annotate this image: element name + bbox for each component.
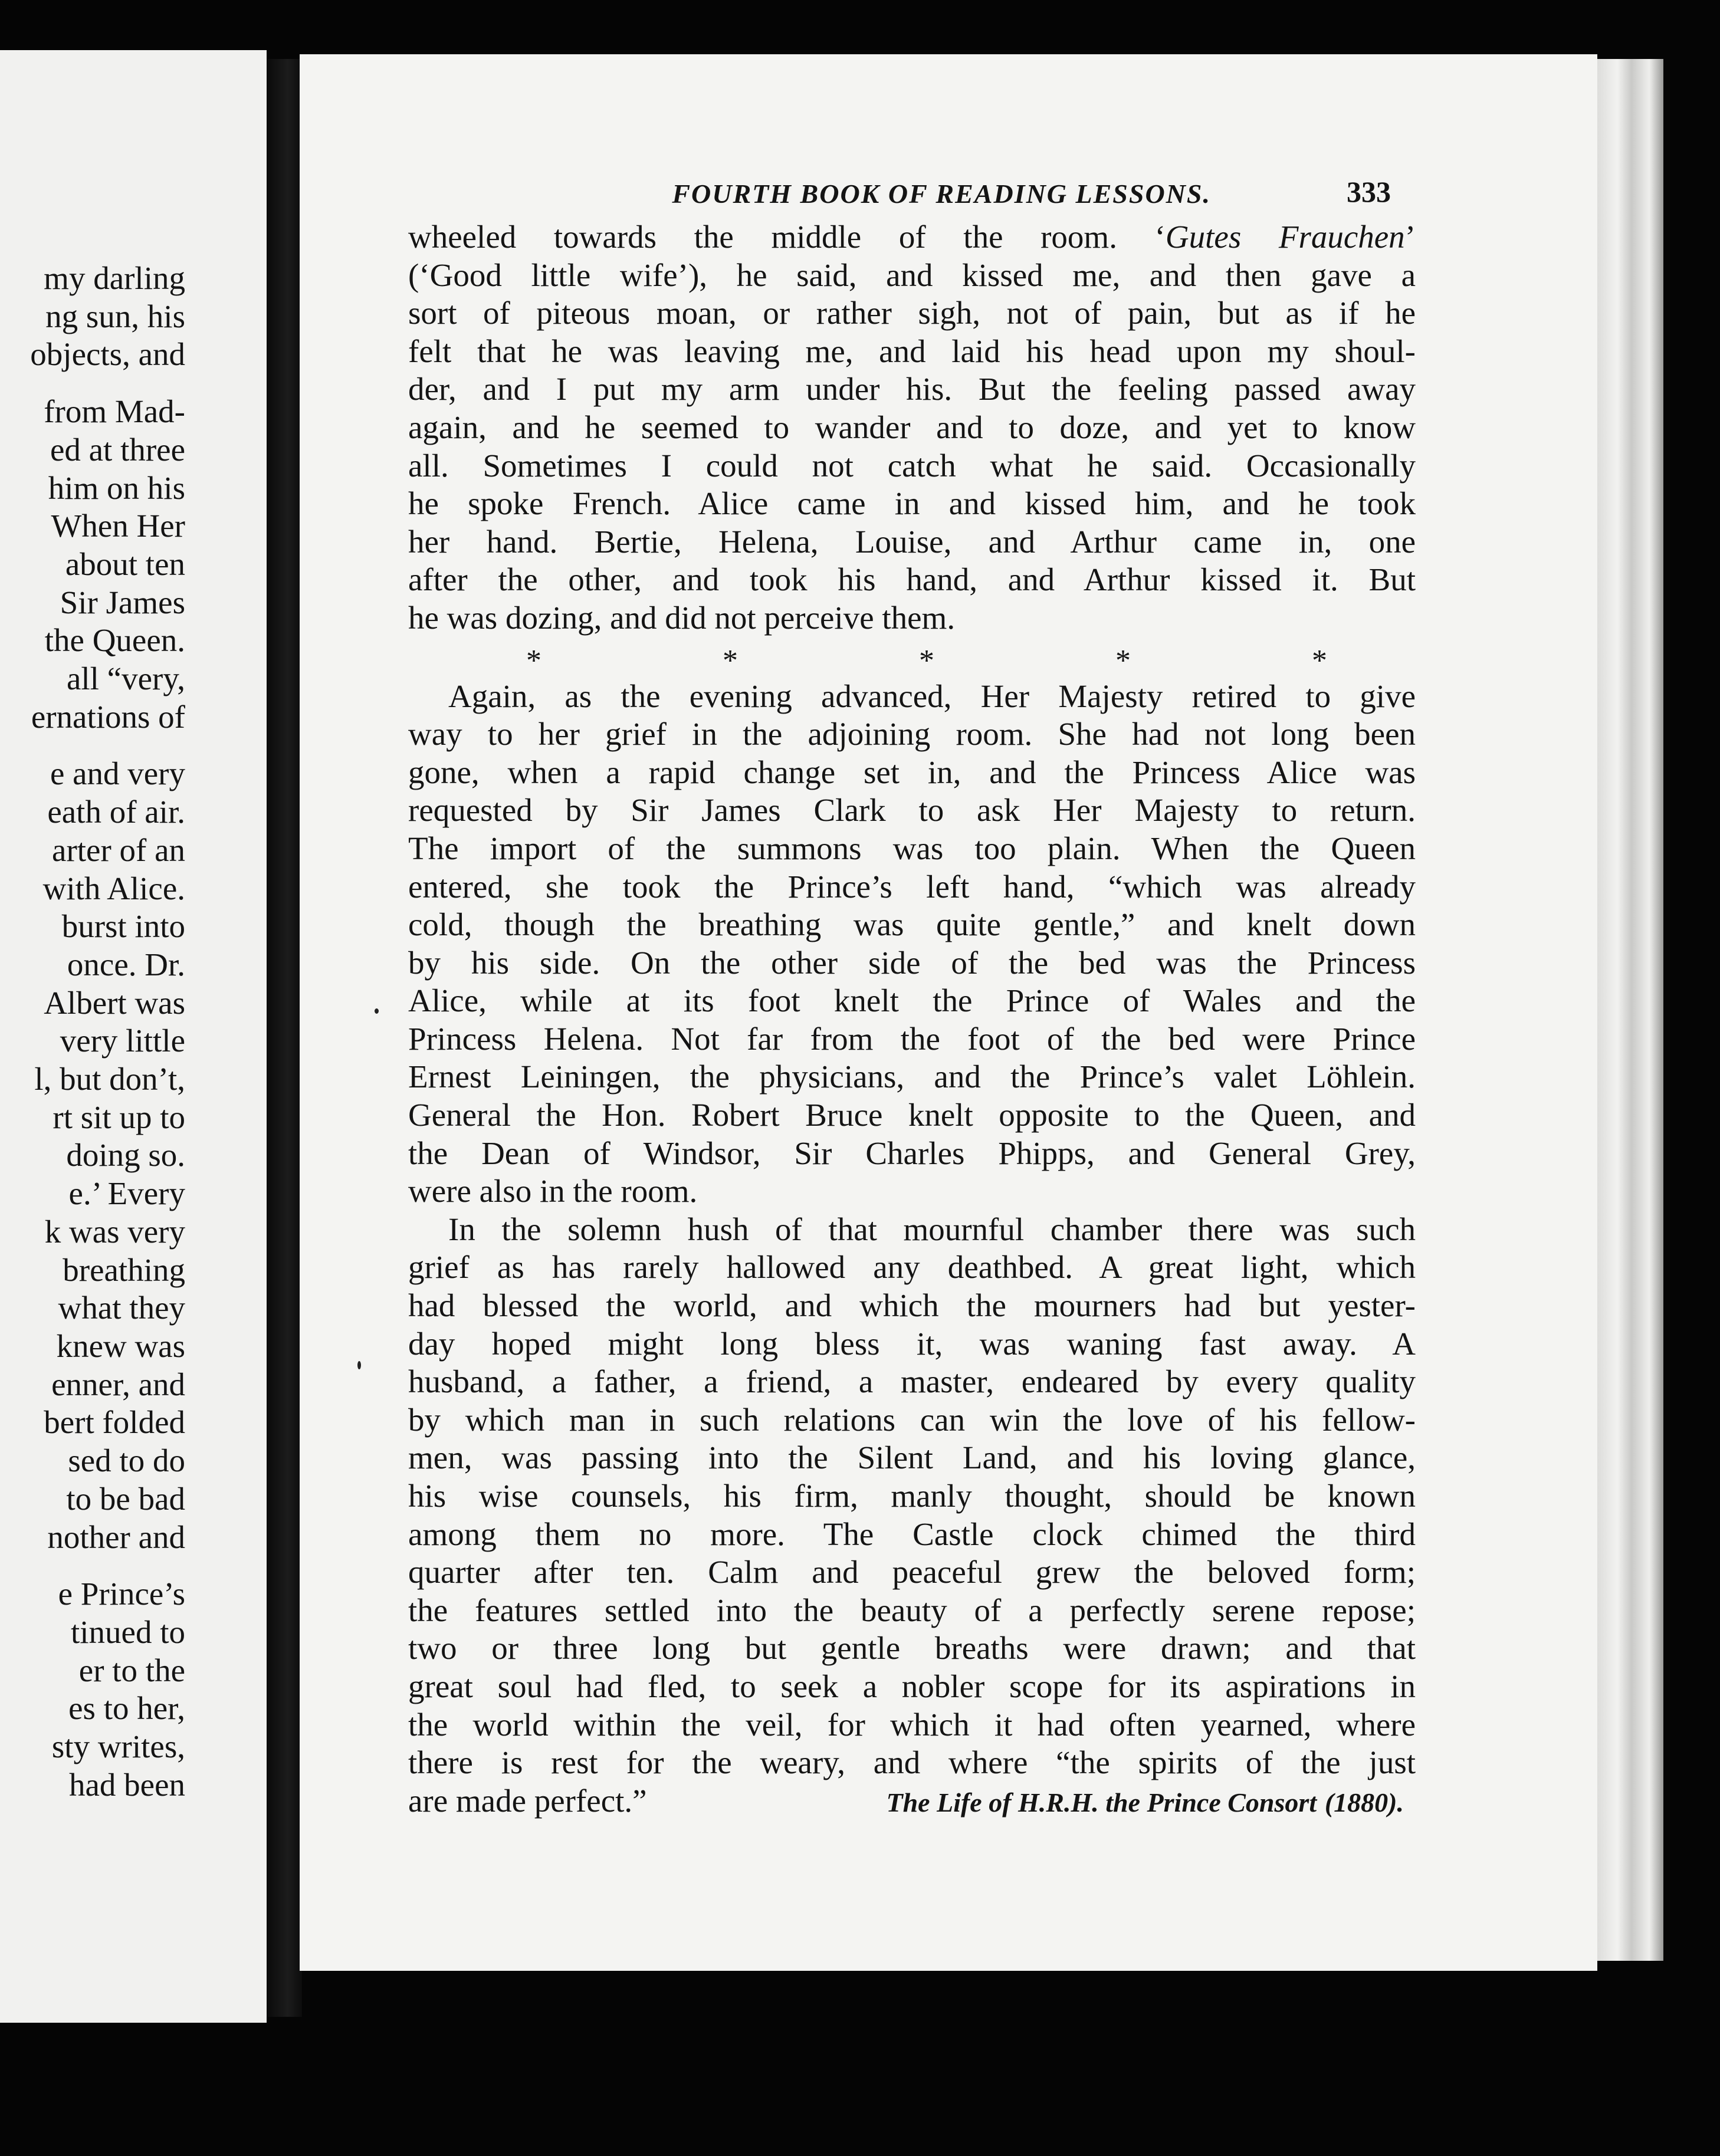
text-line: by his side. On the other side of the bed was the Princess <box>408 944 1416 981</box>
text-line: the features settled into the beauty of a perfectly serene repose; <box>408 1592 1416 1628</box>
text-line: by which man in such relations can win the love of his fellow- <box>408 1401 1416 1438</box>
facing-line: breathing <box>63 1251 185 1288</box>
star-mark: * <box>919 643 934 678</box>
text-line: cold, though the breathing was quite gentle,” and knelt down <box>408 906 1416 943</box>
page-333 <box>300 54 1597 1971</box>
star-mark: * <box>526 643 541 678</box>
facing-line: eath of air. <box>47 794 185 830</box>
text-line: Again, as the evening advanced, Her Majesty retired to give <box>448 678 1416 714</box>
text-line: General the Hon. Robert Bruce knelt opposite to the Queen, and <box>408 1097 1416 1133</box>
facing-line: enner, and <box>51 1366 185 1402</box>
text-line: were also in the room. <box>408 1173 698 1210</box>
attribution <box>887 1782 1416 1820</box>
facing-line: objects, and <box>30 336 185 373</box>
facing-line: arter of an <box>52 831 185 868</box>
text-line: his wise counsels, his firm, manly thought, should be known <box>408 1478 1416 1514</box>
text-line: had blessed the world, and which the mourners had but yester- <box>408 1287 1416 1324</box>
facing-line: nother and <box>47 1519 185 1555</box>
facing-line: sed to do <box>68 1442 185 1479</box>
text-line: entered, she took the Prince’s left hand, “which was already <box>408 868 1416 905</box>
text-line: two or three long but gentle breaths were drawn; and that <box>408 1630 1416 1667</box>
facing-line: ed at three <box>50 431 185 468</box>
running-head: FOURTH BOOK OF READING LESSONS. <box>672 179 1211 209</box>
text-line: her hand. Bertie, Helena, Louise, and Arthur came in, one <box>408 523 1416 560</box>
page-edges <box>1593 59 1663 1961</box>
paragraph-gap <box>0 1556 185 1575</box>
section-break-stars <box>408 645 1416 678</box>
facing-line: with Alice. <box>42 870 185 906</box>
text-line: day hoped might long bless it, was waning fast away. A <box>408 1325 1416 1362</box>
text-line: among them no more. The Castle clock chimed the third <box>408 1516 1416 1552</box>
paragraph-2 <box>408 678 1416 1211</box>
facing-line: burst into <box>61 908 185 945</box>
attribution-title: The Life of H.R.H. the Prince Consort <box>886 1787 1317 1818</box>
facing-line: very little <box>60 1023 185 1059</box>
text-line: gone, when a rapid change set in, and the Princess Alice was <box>408 754 1416 790</box>
facing-line: once. Dr. <box>67 946 185 982</box>
closing-line <box>408 1782 1416 1820</box>
text-line: In the solemn hush of that mournful chamber there was such <box>448 1211 1416 1247</box>
text-line: he was dozing, and did not perceive them. <box>408 599 956 636</box>
text-line: requested by Sir James Clark to ask Her Majesty to return. <box>408 792 1416 829</box>
facing-line: e Prince’s <box>58 1576 185 1612</box>
paragraph-gap <box>0 374 185 393</box>
star-mark: * <box>1115 643 1131 678</box>
text-line: quarter after ten. Calm and peaceful grew the beloved form; <box>408 1554 1416 1590</box>
text-line: husband, a father, a friend, a master, endeared by every quality <box>408 1363 1416 1400</box>
facing-line: the Queen. <box>44 622 185 659</box>
facing-line: doing so. <box>66 1137 185 1174</box>
facing-line: When Her <box>51 508 185 544</box>
facing-line: him on his <box>48 469 185 506</box>
facing-line: Albert was <box>44 984 185 1021</box>
facing-line: ernations of <box>31 698 185 735</box>
scan-speck <box>357 1361 361 1369</box>
text-line: wheeled towards the middle of the room. ‘Gutes Frauchen’ <box>408 219 1416 255</box>
text-line: Princess Helena. Not far from the foot of the bed were Prince <box>408 1020 1416 1057</box>
attribution-year: (1880). <box>1324 1787 1404 1818</box>
text-line: the Dean of Windsor, Sir Charles Phipps, and General Grey, <box>408 1135 1416 1171</box>
text-line: der, and I put my arm under his. But the feeling passed away <box>408 371 1416 407</box>
text-line: there is rest for the weary, and where “the spirits of the just <box>408 1744 1416 1781</box>
facing-line: about ten <box>65 545 185 582</box>
facing-page-text <box>0 259 185 1804</box>
text-line: way to her grief in the adjoining room. She had not long been <box>408 716 1416 752</box>
facing-line: what they <box>58 1290 185 1326</box>
text-line: Ernest Leiningen, the physicians, and the Prince’s valet Löhlein. <box>408 1059 1416 1095</box>
facing-line: had been <box>69 1766 185 1803</box>
paragraph-1 <box>408 218 1416 637</box>
facing-line: e and very <box>50 755 185 792</box>
facing-line: k was very <box>44 1213 185 1250</box>
facing-line: tinued to <box>70 1613 185 1650</box>
facing-line: ng sun, his <box>45 298 185 334</box>
facing-line: Sir James <box>60 584 185 620</box>
paragraph-3 <box>408 1211 1416 1782</box>
text-line: again, and he seemed to wander and to doze, and yet to know <box>408 409 1416 445</box>
facing-line: bert folded <box>44 1404 185 1441</box>
text-line: grief as has rarely hallowed any deathbed. A great light, which <box>408 1249 1416 1286</box>
text-line: after the other, and took his hand, and Arthur kissed it. But <box>408 561 1416 598</box>
text-line: felt that he was leaving me, and laid his head upon my shoul- <box>408 333 1416 369</box>
text-line: the world within the veil, for which it had often yearned, where <box>408 1706 1416 1743</box>
text-line: The import of the summons was too plain. When the Queen <box>408 830 1416 866</box>
facing-line: to be bad <box>66 1480 185 1517</box>
text-line: men, was passing into the Silent Land, and his loving glance, <box>408 1439 1416 1476</box>
final-line-text: are made perfect.” <box>408 1782 647 1819</box>
facing-page-left <box>0 50 267 2023</box>
facing-line: from Mad- <box>44 393 185 430</box>
page-number: 333 <box>1347 175 1391 208</box>
paragraph-gap <box>0 736 185 755</box>
star-mark: * <box>723 643 738 678</box>
text-line: sort of piteous moan, or rather sigh, not of pain, but as if he <box>408 295 1416 331</box>
facing-line: l, but don’t, <box>34 1061 185 1097</box>
italic-phrase: Gutes Frauchen <box>1165 219 1405 255</box>
text-line: he spoke French. Alice came in and kissed him, and he took <box>408 485 1416 522</box>
text-line: all. Sometimes I could not catch what he said. Occasionally <box>408 447 1416 484</box>
text-line: Alice, while at its foot knelt the Prince of Wales and the <box>408 982 1416 1019</box>
facing-line: rt sit up to <box>52 1099 185 1135</box>
body-text <box>408 218 1416 1820</box>
scan-speck <box>375 1008 379 1014</box>
facing-line: e.’ Every <box>68 1175 185 1212</box>
book-gutter <box>267 59 302 2017</box>
facing-line: my darling <box>44 260 185 296</box>
text-line: (‘Good little wife’), he said, and kissed me, and then gave a <box>408 257 1416 293</box>
facing-line: knew was <box>56 1327 185 1364</box>
facing-line: all “very, <box>66 660 185 697</box>
facing-line: er to the <box>78 1652 185 1688</box>
star-mark: * <box>1312 643 1327 678</box>
facing-line: es to her, <box>68 1690 185 1727</box>
facing-line: sty writes, <box>51 1728 185 1765</box>
text-line: great soul had fled, to seek a nobler scope for its aspirations in <box>408 1668 1416 1704</box>
